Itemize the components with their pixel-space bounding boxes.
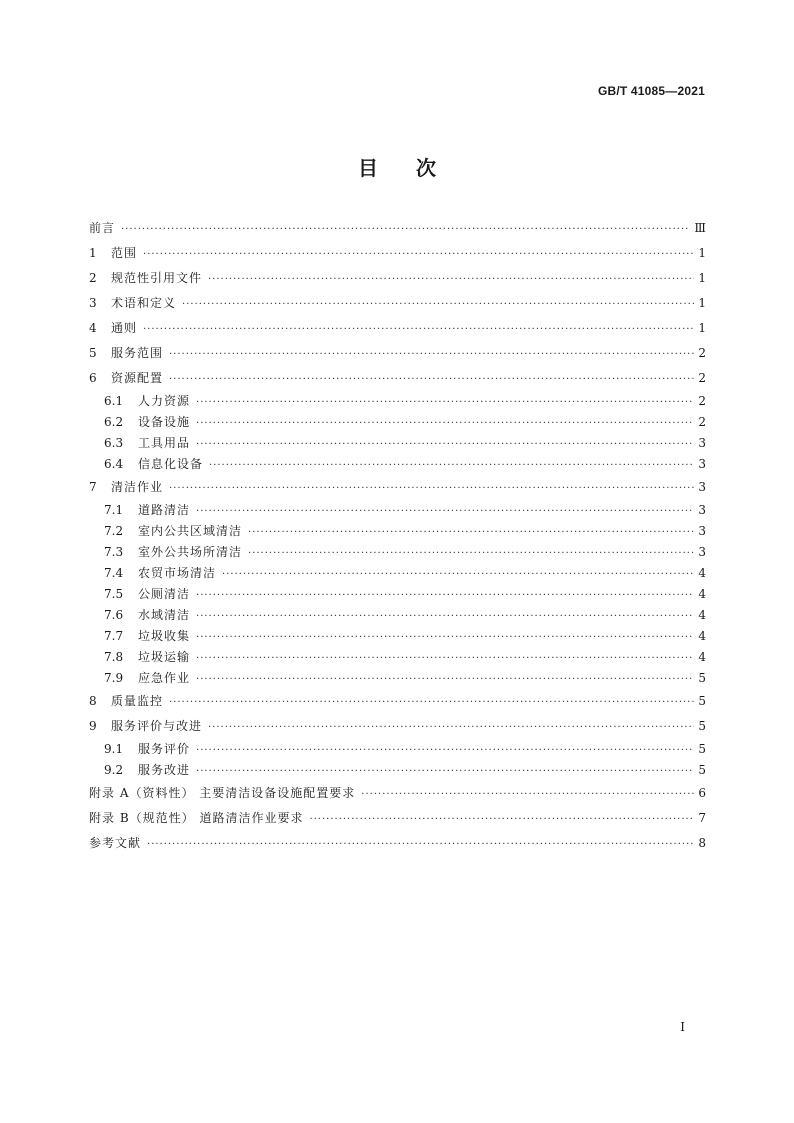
- toc-entry-number: 4: [89, 321, 97, 335]
- toc-entry-label: 术语和定义: [111, 296, 177, 310]
- toc-entry-page: 3: [698, 480, 706, 494]
- table-of-contents: [89, 216, 706, 856]
- toc-entry-page: 1: [698, 246, 706, 260]
- toc-entry[interactable]: [89, 433, 706, 454]
- toc-leader-dots: [196, 585, 694, 606]
- toc-leader-dots: [196, 434, 694, 455]
- toc-leader-dots: [309, 807, 694, 832]
- toc-leader-dots: [248, 543, 694, 564]
- toc-entry[interactable]: [89, 739, 706, 760]
- toc-entry-number: 6.2: [104, 415, 124, 429]
- toc-entry-page: 5: [698, 694, 706, 708]
- toc-entry-page: 5: [698, 671, 706, 685]
- toc-leader-dots: [196, 501, 694, 522]
- toc-entry[interactable]: [89, 668, 706, 689]
- toc-leader-dots: [169, 476, 694, 501]
- toc-entry-number: 7: [89, 480, 97, 494]
- toc-entry-page: 3: [698, 436, 706, 450]
- toc-entry-number: 5: [89, 346, 97, 360]
- toc-entry-number: 2: [89, 271, 97, 285]
- toc-entry-label: 垃圾收集: [138, 629, 191, 643]
- toc-entry-page: 2: [698, 346, 706, 360]
- toc-leader-dots: [169, 367, 694, 392]
- toc-leader-dots: [361, 782, 694, 807]
- toc-entry-label: 前言: [89, 221, 116, 235]
- toc-entry-page: 4: [698, 608, 706, 622]
- toc-entry-label: 服务评价: [138, 742, 191, 756]
- toc-entry-label: 附录 A（资料性） 主要清洁设备设施配置要求: [89, 786, 356, 800]
- toc-entry-page: 5: [698, 763, 706, 777]
- toc-entry-label: 公厕清洁: [138, 587, 191, 601]
- toc-leader-dots: [196, 740, 694, 761]
- toc-entry[interactable]: [89, 760, 706, 781]
- toc-entry-page: 5: [698, 742, 706, 756]
- toc-entry-page: 3: [698, 503, 706, 517]
- toc-leader-dots: [196, 648, 694, 669]
- toc-entry[interactable]: [89, 689, 706, 714]
- toc-entry-label: 通则: [111, 321, 138, 335]
- toc-entry[interactable]: [89, 626, 706, 647]
- toc-entry-page: 6: [698, 786, 706, 800]
- toc-leader-dots: [196, 413, 694, 434]
- toc-entry[interactable]: [89, 391, 706, 412]
- toc-entry-label: 服务评价与改进: [111, 719, 203, 733]
- toc-entry-page: Ⅲ: [694, 221, 706, 235]
- toc-entry-number: 7.6: [104, 608, 124, 622]
- toc-entry-number: 6: [89, 371, 97, 385]
- toc-entry[interactable]: [89, 454, 706, 475]
- toc-entry[interactable]: [89, 521, 706, 542]
- toc-entry[interactable]: [89, 605, 706, 626]
- toc-entry-number: 7.5: [104, 587, 124, 601]
- toc-entry-number: 7.1: [104, 503, 124, 517]
- toc-entry-page: 2: [698, 394, 706, 408]
- toc-entry[interactable]: [89, 781, 706, 806]
- toc-entry[interactable]: [89, 266, 706, 291]
- toc-entry-label: 道路清洁: [138, 503, 191, 517]
- toc-entry-number: 7.9: [104, 671, 124, 685]
- toc-entry-label: 水域清洁: [138, 608, 191, 622]
- toc-entry-number: 9.1: [104, 742, 124, 756]
- toc-leader-dots: [196, 669, 694, 690]
- toc-entry-label: 范围: [111, 246, 138, 260]
- toc-entry-page: 3: [698, 545, 706, 559]
- toc-leader-dots: [209, 455, 694, 476]
- toc-entry-label: 服务范围: [111, 346, 164, 360]
- toc-leader-dots: [248, 522, 694, 543]
- toc-entry-label: 应急作业: [138, 671, 191, 685]
- toc-entry[interactable]: [89, 584, 706, 605]
- toc-leader-dots: [169, 342, 694, 367]
- toc-entry-label: 附录 B（规范性） 道路清洁作业要求: [89, 811, 304, 825]
- toc-entry[interactable]: [89, 542, 706, 563]
- toc-leader-dots: [222, 564, 694, 585]
- toc-entry-page: 8: [698, 836, 706, 850]
- toc-leader-dots: [208, 267, 694, 292]
- toc-entry[interactable]: [89, 366, 706, 391]
- toc-entry[interactable]: [89, 316, 706, 341]
- toc-entry[interactable]: [89, 412, 706, 433]
- toc-entry-number: 6.1: [104, 394, 124, 408]
- toc-leader-dots: [169, 690, 694, 715]
- toc-entry-number: 9: [89, 719, 97, 733]
- toc-entry-label: 资源配置: [111, 371, 164, 385]
- toc-entry-label: 参考文献: [89, 836, 142, 850]
- toc-entry[interactable]: [89, 475, 706, 500]
- toc-leader-dots: [147, 832, 694, 857]
- toc-entry[interactable]: [89, 714, 706, 739]
- toc-leader-dots: [208, 715, 694, 740]
- toc-entry-label: 室内公共区域清洁: [138, 524, 243, 538]
- toc-leader-dots: [121, 217, 690, 242]
- toc-entry[interactable]: [89, 341, 706, 366]
- toc-entry-number: 3: [89, 296, 97, 310]
- toc-entry-number: 6.3: [104, 436, 124, 450]
- toc-entry-label: 工具用品: [138, 436, 191, 450]
- page-number: I: [680, 1020, 685, 1034]
- toc-leader-dots: [143, 317, 694, 342]
- page-title: 目次: [358, 156, 474, 180]
- toc-entry[interactable]: [89, 241, 706, 266]
- toc-entry-page: 1: [698, 271, 706, 285]
- toc-entry-label: 质量监控: [111, 694, 164, 708]
- toc-entry-number: 7.8: [104, 650, 124, 664]
- toc-entry[interactable]: [89, 500, 706, 521]
- toc-entry-page: 5: [698, 719, 706, 733]
- toc-entry-page: 2: [698, 415, 706, 429]
- toc-entry-page: 3: [698, 457, 706, 471]
- toc-entry[interactable]: [89, 216, 706, 241]
- toc-entry-number: 7.2: [104, 524, 124, 538]
- standard-number: GB/T 41085—2021: [597, 84, 705, 98]
- toc-entry[interactable]: [89, 291, 706, 316]
- toc-leader-dots: [182, 292, 694, 317]
- toc-entry-label: 设备设施: [138, 415, 191, 429]
- toc-entry-label: 室外公共场所清洁: [138, 545, 243, 559]
- toc-entry[interactable]: [89, 563, 706, 584]
- toc-entry-label: 农贸市场清洁: [138, 566, 217, 580]
- toc-entry[interactable]: [89, 831, 706, 856]
- toc-entry-page: 4: [698, 566, 706, 580]
- toc-entry-label: 垃圾运输: [138, 650, 191, 664]
- toc-entry-page: 3: [698, 524, 706, 538]
- toc-entry-number: 1: [89, 246, 97, 260]
- toc-entry-number: 6.4: [104, 457, 124, 471]
- toc-entry-page: 1: [698, 321, 706, 335]
- toc-entry-label: 信息化设备: [138, 457, 204, 471]
- toc-entry-number: 8: [89, 694, 97, 708]
- toc-entry-label: 人力资源: [138, 394, 191, 408]
- toc-entry-number: 9.2: [104, 763, 124, 777]
- toc-entry-label: 服务改进: [138, 763, 191, 777]
- toc-entry-number: 7.3: [104, 545, 124, 559]
- toc-entry[interactable]: [89, 806, 706, 831]
- toc-entry-number: 7.7: [104, 629, 124, 643]
- toc-entry-page: 2: [698, 371, 706, 385]
- toc-entry-page: 1: [698, 296, 706, 310]
- toc-entry-page: 7: [698, 811, 706, 825]
- toc-entry-page: 4: [698, 629, 706, 643]
- toc-leader-dots: [196, 627, 694, 648]
- toc-leader-dots: [143, 242, 694, 267]
- toc-entry-page: 4: [698, 650, 706, 664]
- toc-entry-page: 4: [698, 587, 706, 601]
- toc-entry-label: 规范性引用文件: [111, 271, 203, 285]
- toc-entry-label: 清洁作业: [111, 480, 164, 494]
- toc-leader-dots: [196, 392, 694, 413]
- toc-entry[interactable]: [89, 647, 706, 668]
- toc-entry-number: 7.4: [104, 566, 124, 580]
- toc-leader-dots: [196, 606, 694, 627]
- toc-leader-dots: [196, 761, 694, 782]
